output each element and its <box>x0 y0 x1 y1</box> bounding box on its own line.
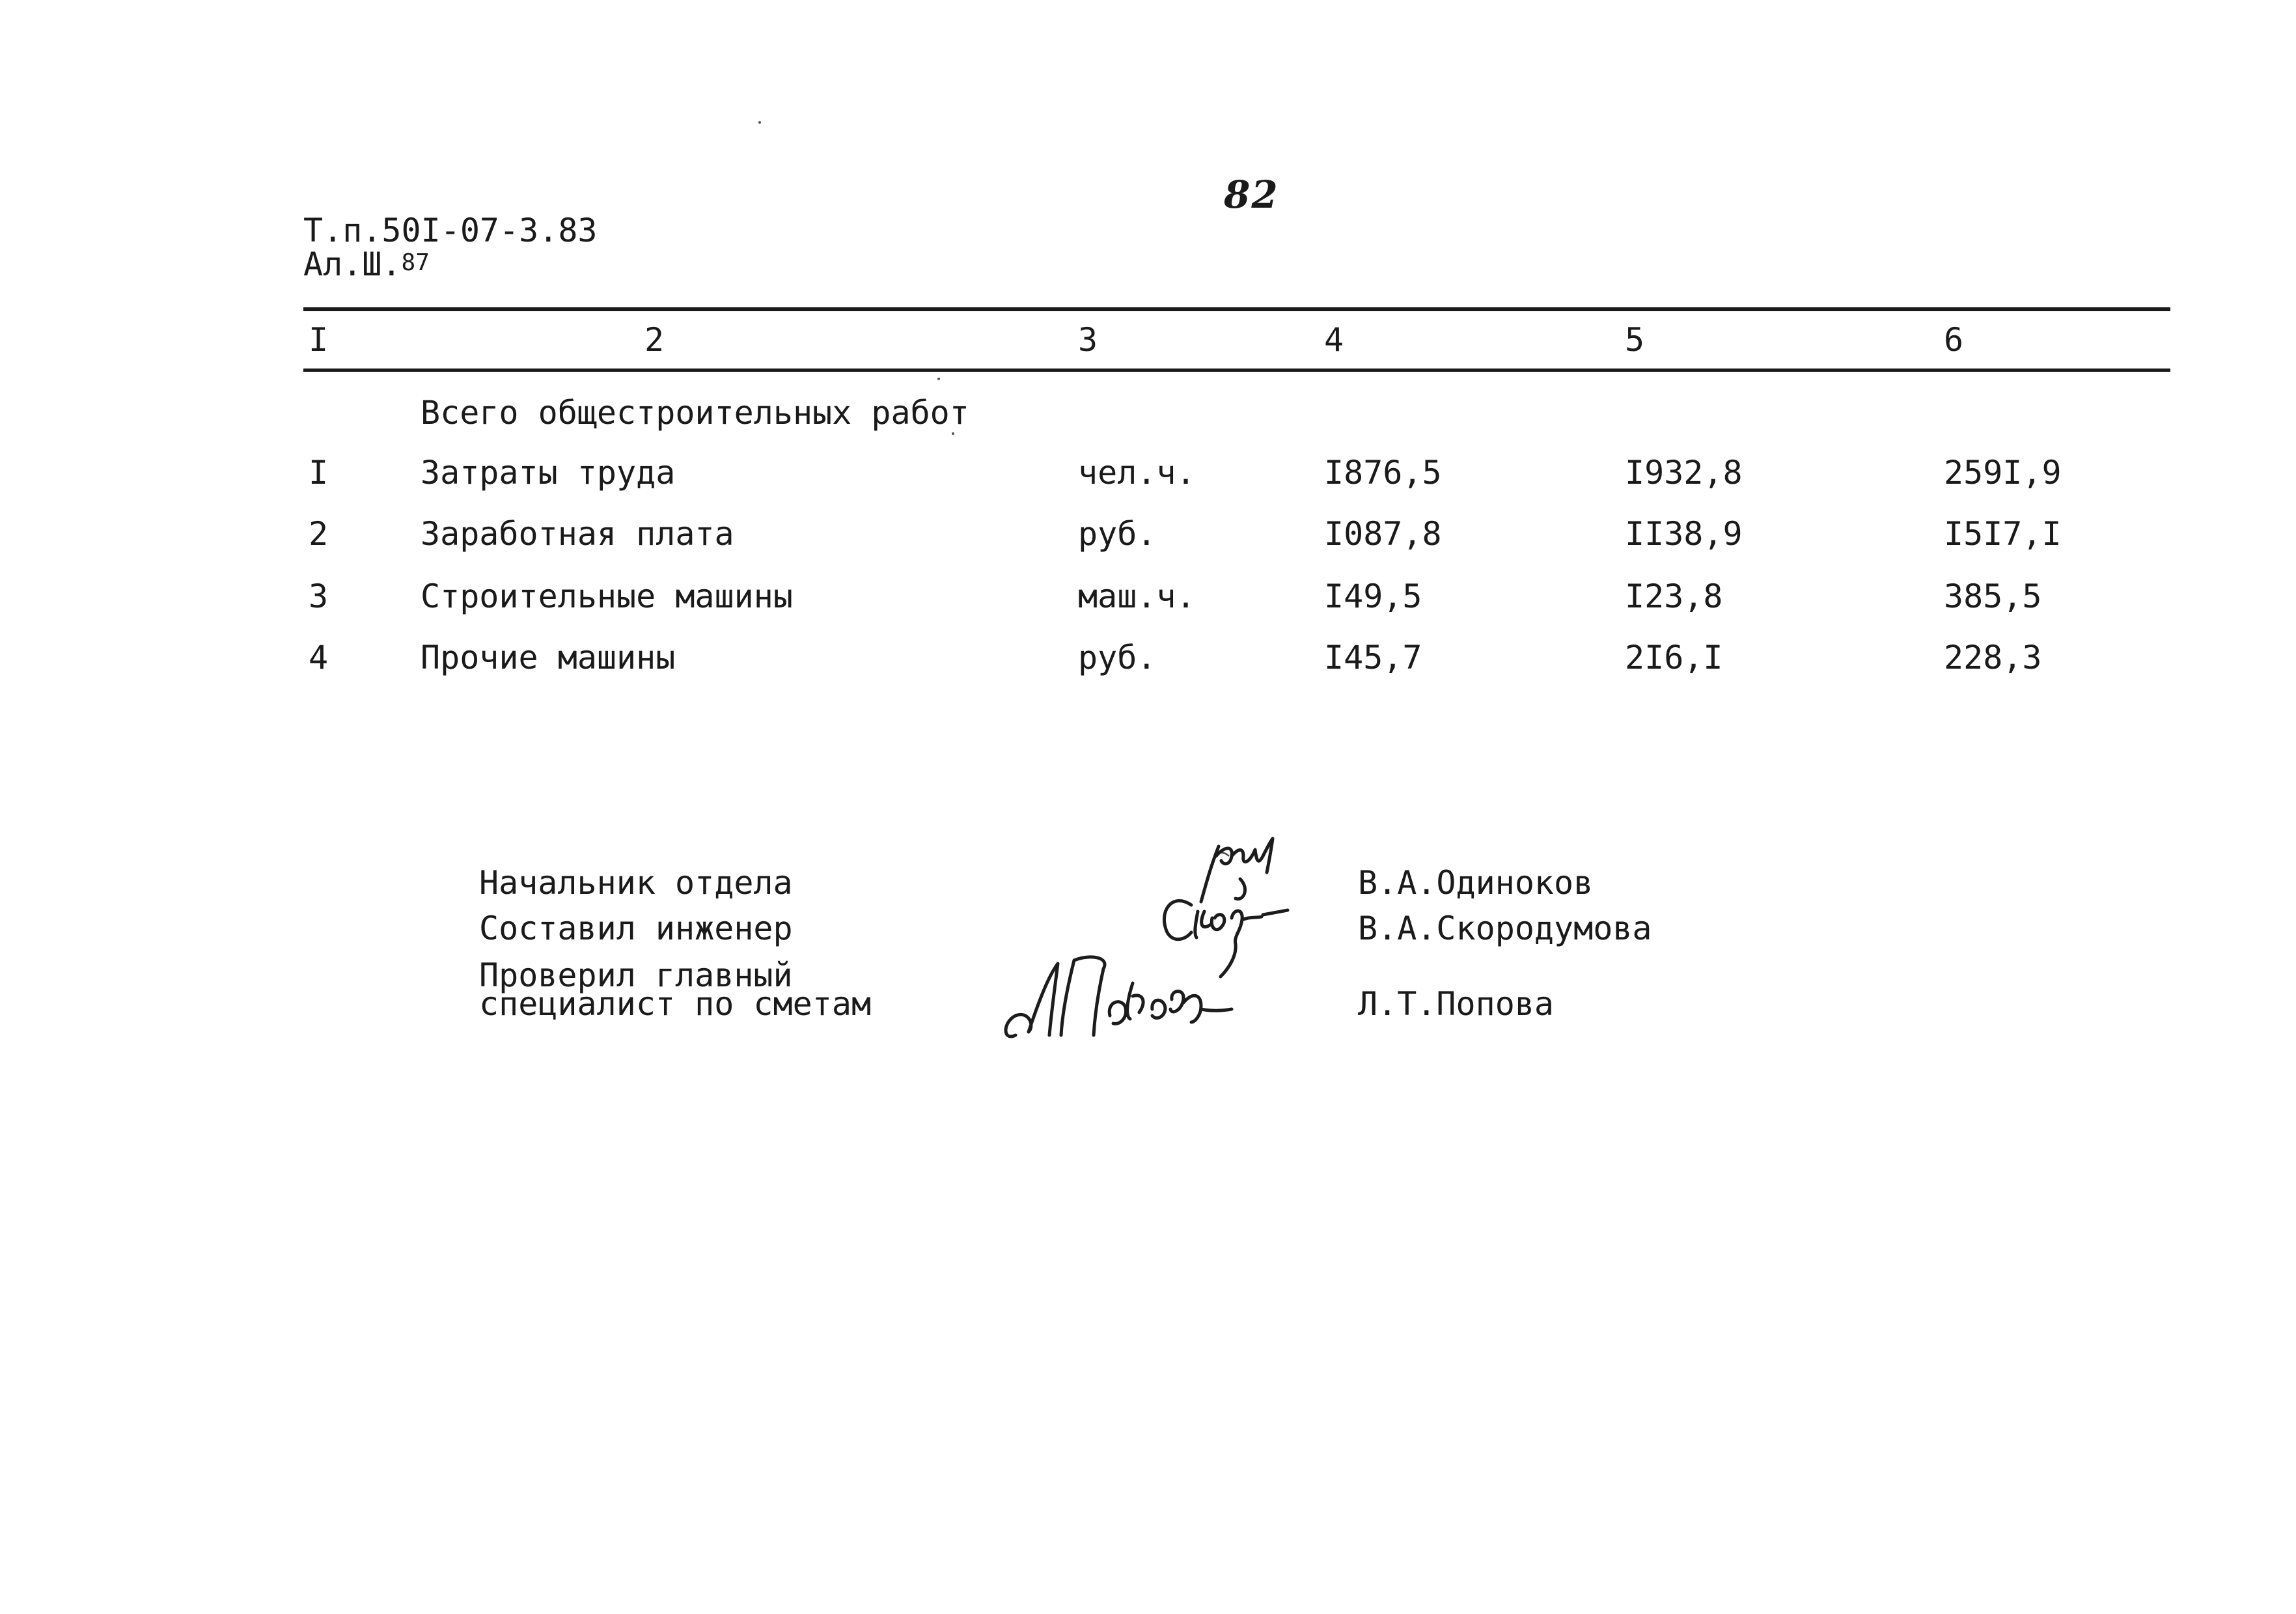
page-number: 82 <box>1224 173 1279 217</box>
handwritten-signatures <box>976 827 1341 1061</box>
checker-label-line2: специалист по сметам <box>479 985 872 1023</box>
column-header-5: 5 <box>1625 321 1645 359</box>
row-unit: чел.ч. <box>1078 454 1196 492</box>
row-number: 2 <box>309 515 329 553</box>
column-header-6: 6 <box>1944 321 1964 359</box>
row-name: Затраты труда <box>421 454 676 492</box>
document-sheet-prefix: Ал.Ш. <box>303 245 402 283</box>
row-value-col6: 259I,9 <box>1944 454 2062 492</box>
row-number: I <box>309 454 329 492</box>
row-value-col5: 2I6,I <box>1625 639 1723 676</box>
row-unit: руб. <box>1078 639 1157 676</box>
document-sheet-number: 87 <box>401 249 430 276</box>
engineer-name: В.А.Скородумова <box>1358 910 1652 947</box>
row-value-col4: I876,5 <box>1324 454 1442 492</box>
column-header-4: 4 <box>1324 321 1344 359</box>
row-unit: маш.ч. <box>1078 577 1196 615</box>
row-name: Прочие машины <box>421 639 676 676</box>
engineer-label: Составил инженер <box>479 910 793 947</box>
table-header-rule <box>303 369 2170 372</box>
row-value-col6: 385,5 <box>1944 577 2042 615</box>
head-of-department-label: Начальник отдела <box>479 864 793 902</box>
checker-label-line1: Проверил главный <box>479 956 793 994</box>
scan-speck <box>937 378 940 380</box>
document-sheet <box>303 246 430 281</box>
row-value-col4: I087,8 <box>1324 515 1442 553</box>
checker-name: Л.Т.Попова <box>1358 985 1555 1023</box>
row-number: 4 <box>309 639 329 676</box>
row-value-col6: 228,3 <box>1944 639 2042 676</box>
column-header-3: 3 <box>1078 321 1098 359</box>
row-name: Заработная плата <box>421 515 734 553</box>
row-value-col5: II38,9 <box>1625 515 1743 553</box>
row-unit: руб. <box>1078 515 1157 553</box>
row-value-col5: I932,8 <box>1625 454 1743 492</box>
row-value-col4: I45,7 <box>1324 639 1422 676</box>
column-header-2: 2 <box>644 321 665 359</box>
scan-speck <box>952 432 954 435</box>
section-title: Всего общестроительных работ <box>421 394 969 432</box>
row-name: Строительные машины <box>421 577 793 615</box>
row-number: 3 <box>309 577 329 615</box>
scan-speck <box>758 121 761 124</box>
row-value-col6: I5I7,I <box>1944 515 2062 553</box>
row-value-col5: I23,8 <box>1625 577 1723 615</box>
column-header-1: I <box>309 321 329 359</box>
document-code: Т.п.50I-07-3.83 <box>303 212 598 249</box>
table-top-rule <box>303 307 2170 311</box>
row-value-col4: I49,5 <box>1324 577 1422 615</box>
head-of-department-name: В.А.Одиноков <box>1358 864 1594 902</box>
